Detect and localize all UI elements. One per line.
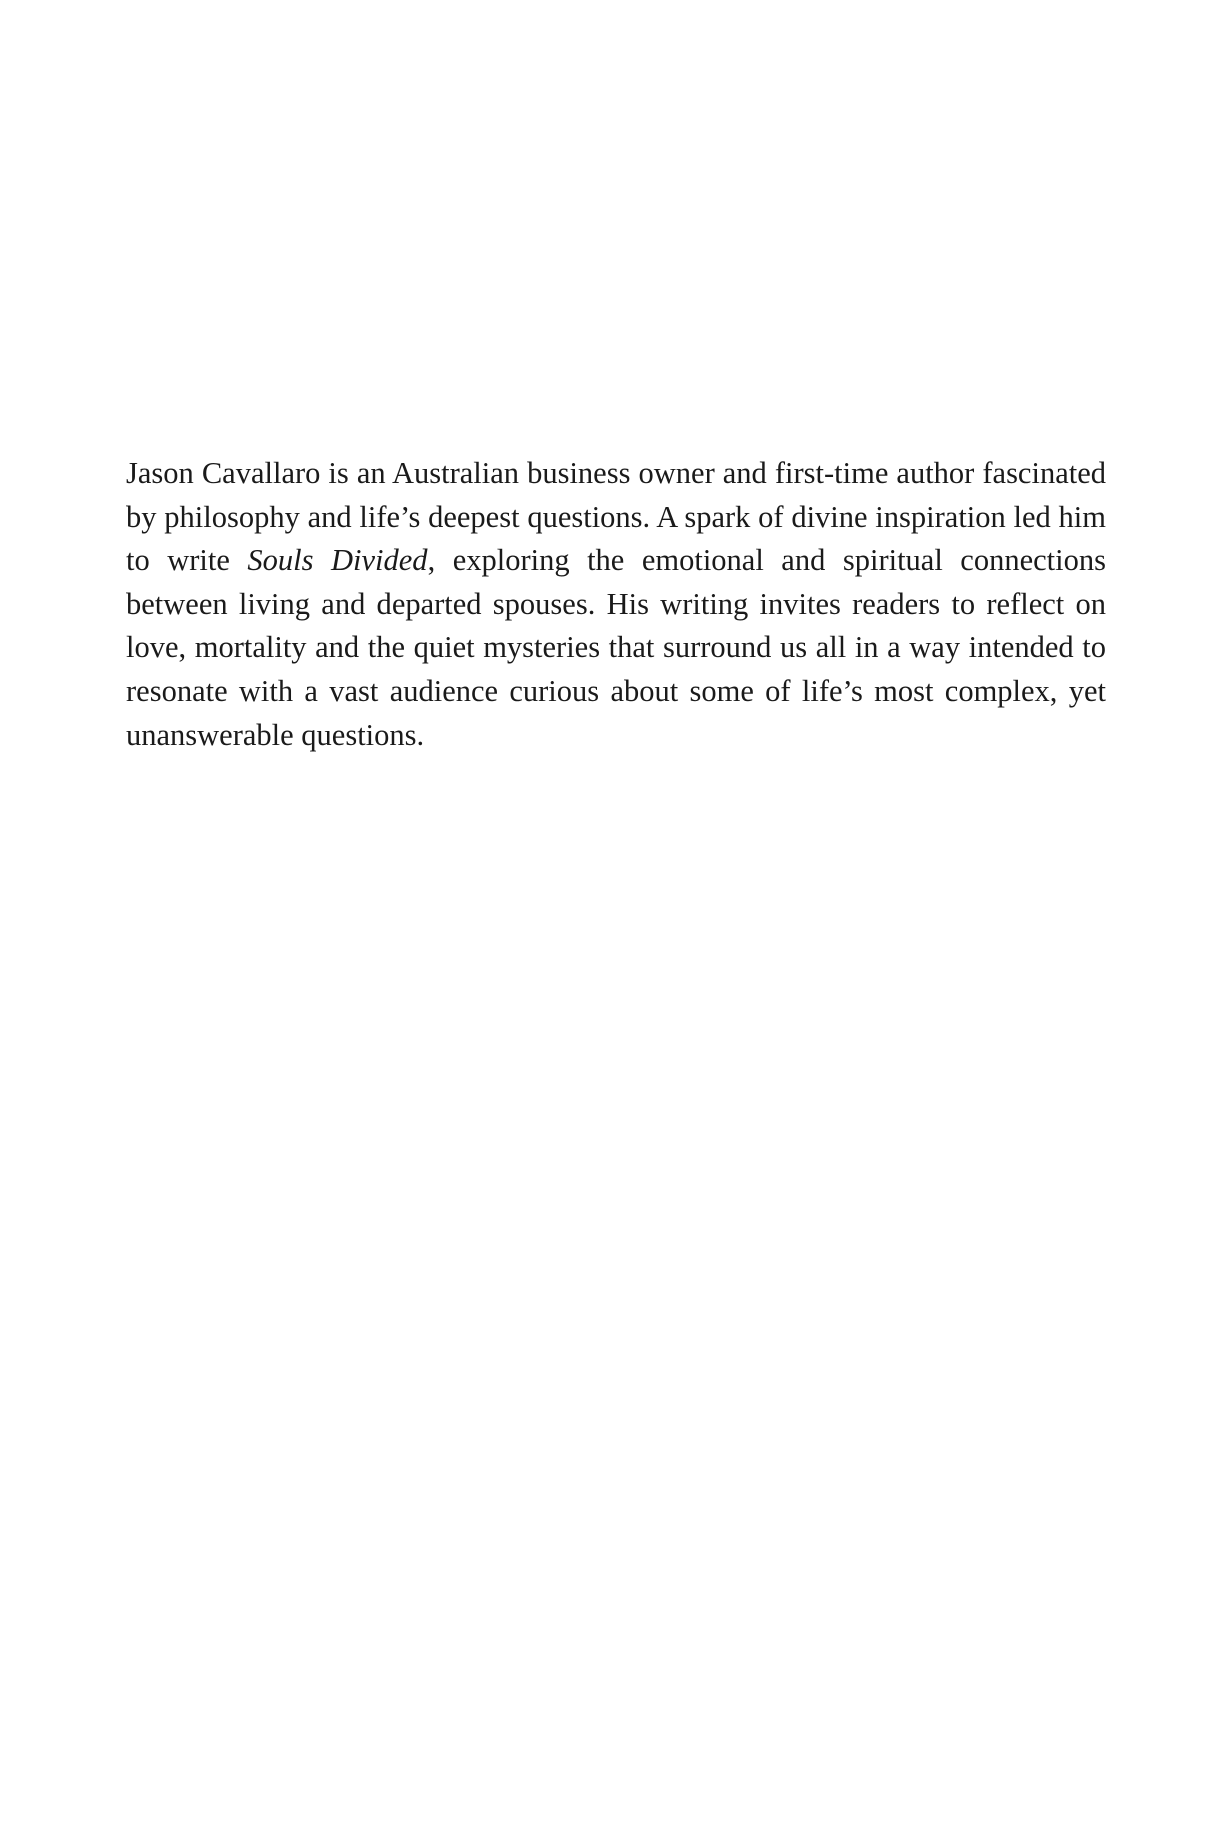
book-title: Souls Divided (247, 543, 428, 578)
bio-text-intro: Jason Cavallaro is an Australian business owner and first-time author fascinated by philosophy and life’s deepest questions. A spark of divine inspiration led him to write (126, 456, 1106, 578)
bio-text-rest: , exploring the emotional and spiritual connections between living and departed spouses. His writing invites readers to reflect on love, mortality and the quiet mysteries that surround us all in a way intended to resonate with a vast audience curious about some of life’s most complex, yet unanswerable questions. (126, 543, 1106, 752)
author-bio-paragraph (126, 452, 1106, 757)
